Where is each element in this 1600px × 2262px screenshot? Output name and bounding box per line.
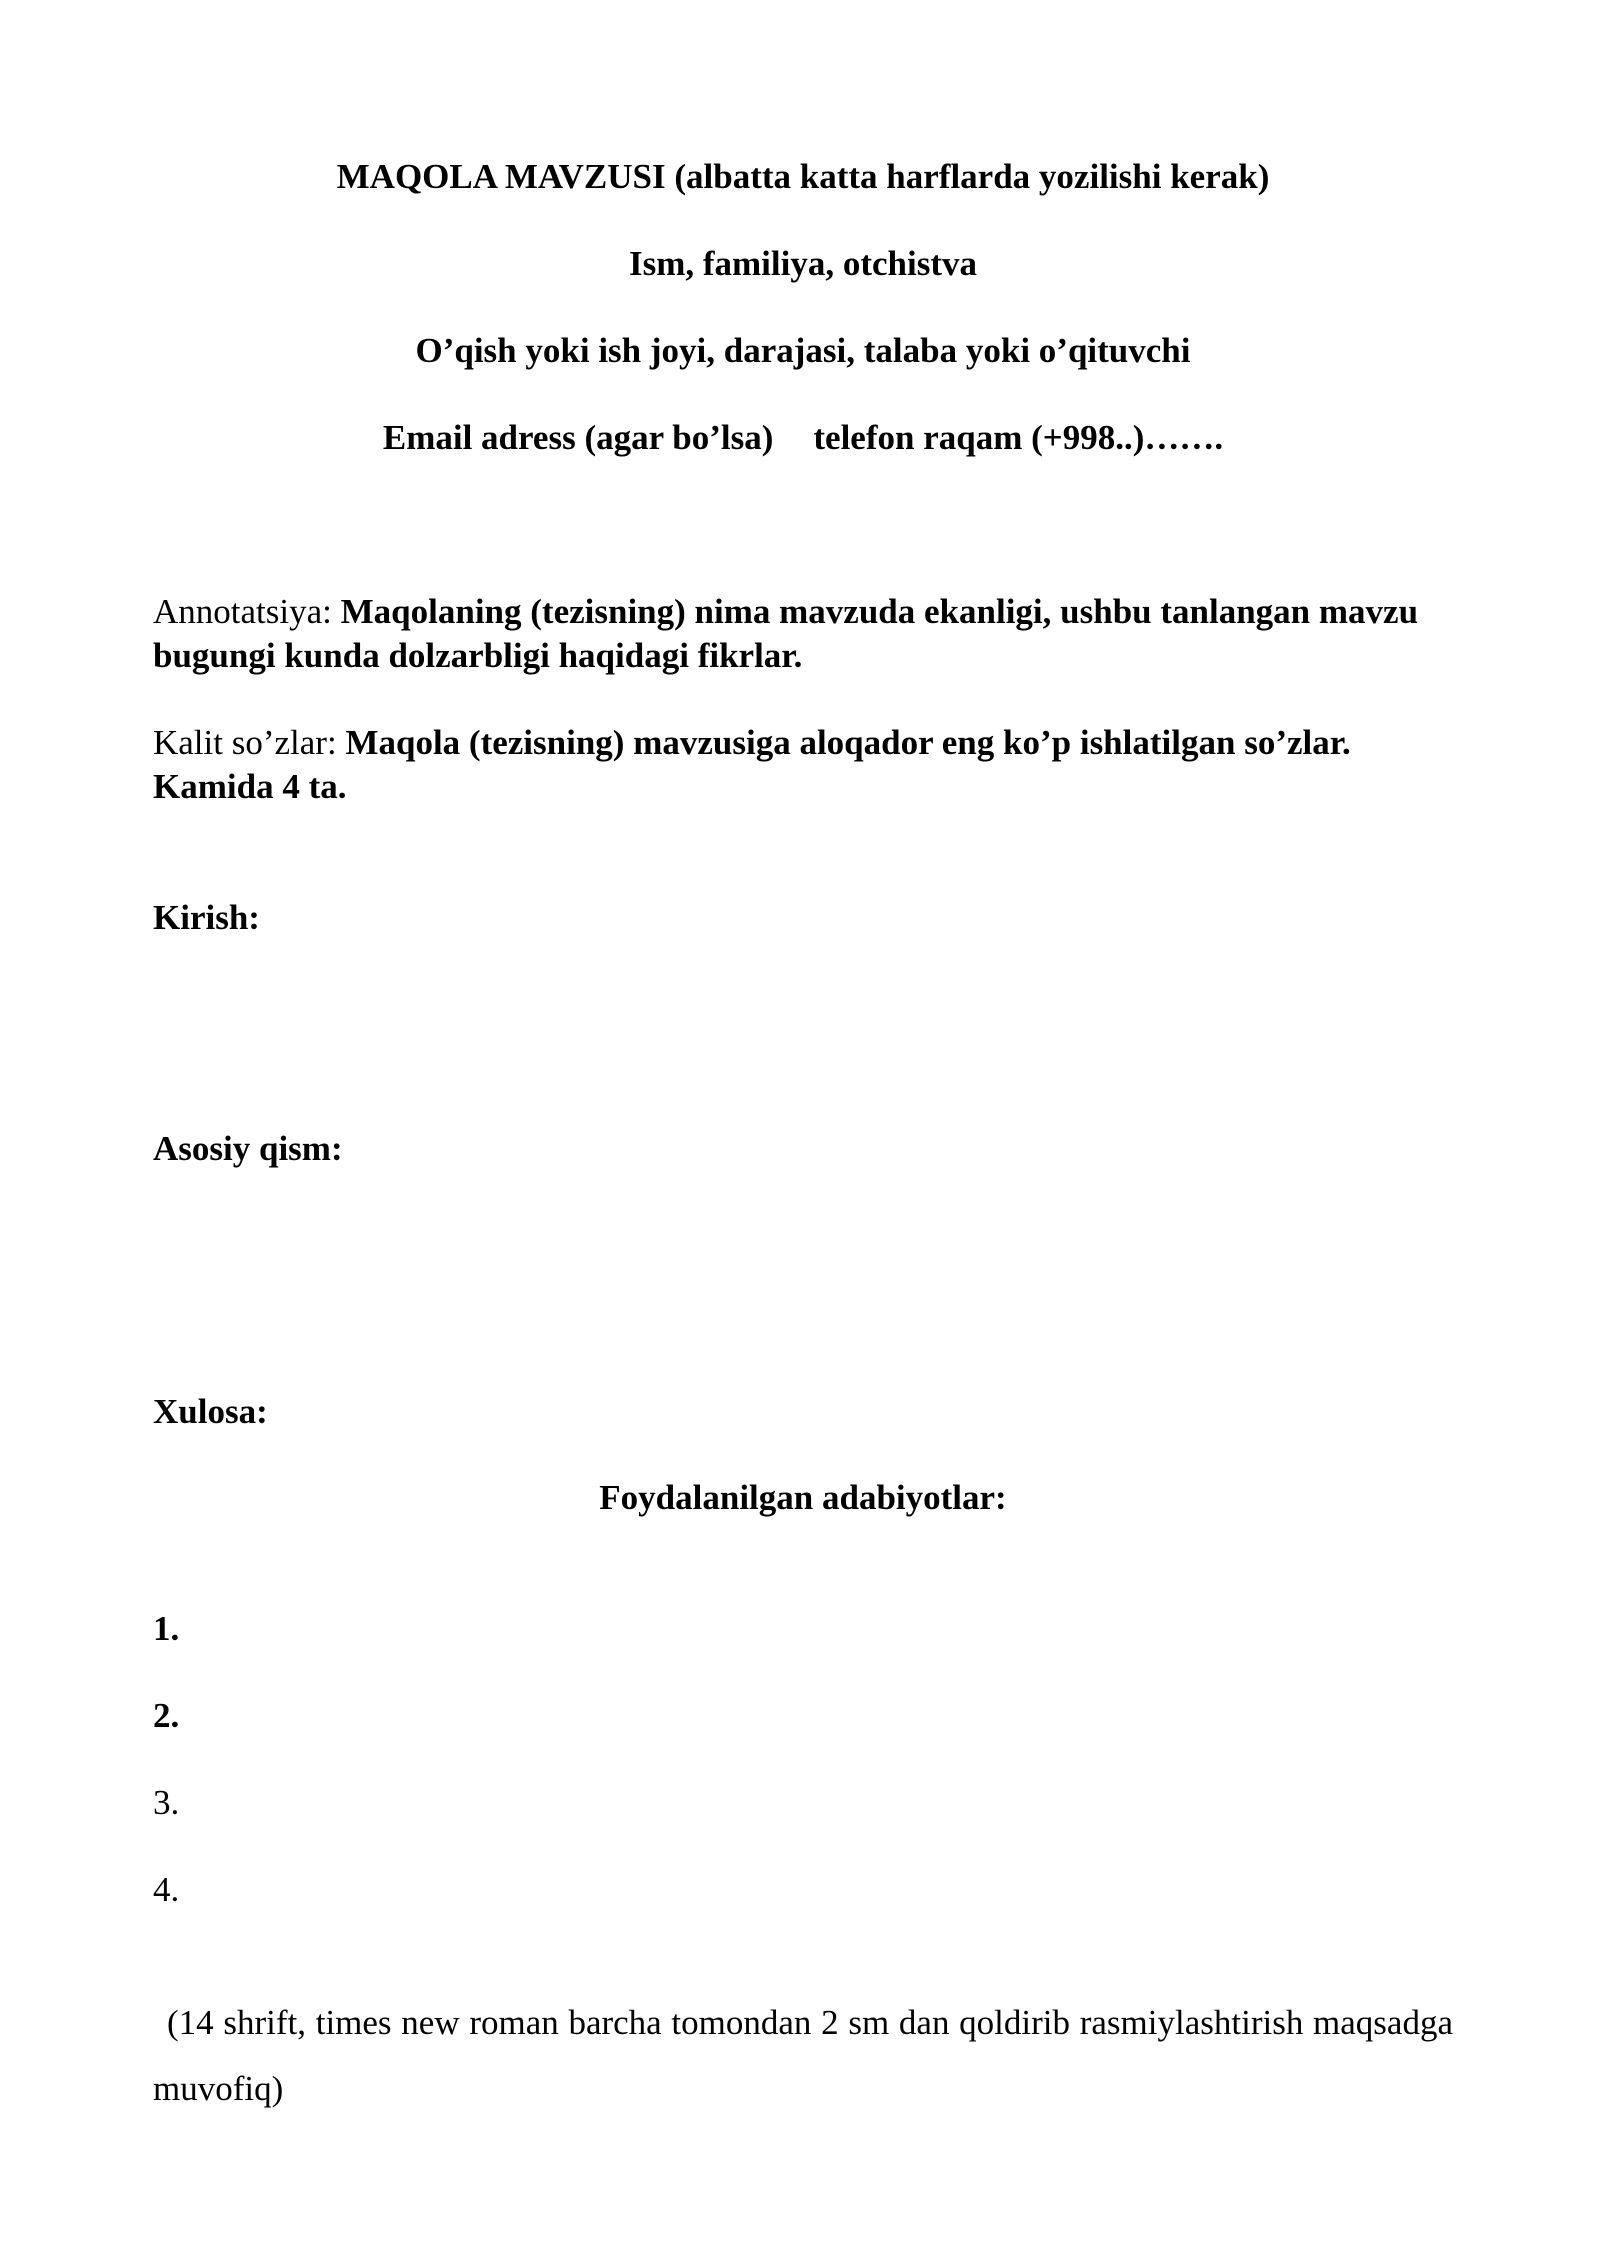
contact-line bbox=[153, 416, 1453, 460]
section-intro-heading: Kirish: bbox=[153, 898, 260, 937]
reference-item-1: 1. bbox=[153, 1609, 180, 1648]
reference-item-4: 4. bbox=[153, 1870, 180, 1909]
keywords-paragraph bbox=[153, 721, 1453, 809]
email-label: Email adress (agar bo’lsa) bbox=[382, 418, 774, 457]
keywords-text: Maqola (tezisning) mavzusiga aloqador eng ko’p ishlatilgan so’zlar. Kamida 4 ta. bbox=[153, 723, 1351, 806]
affiliation-line: O’qish yoki ish joyi, darajasi, talaba yoki o’qituvchi bbox=[415, 331, 1191, 370]
annotation-text: Maqolaning (tezisning) nima mavzuda ekanligi, ushbu tanlangan mavzu bugungi kunda dolzarbligi haqidagi fikrlar. bbox=[153, 592, 1419, 675]
references-heading: Foydalanilgan adabiyotlar: bbox=[599, 1478, 1007, 1517]
reference-item-2: 2. bbox=[153, 1696, 180, 1735]
reference-item-3: 3. bbox=[153, 1783, 180, 1822]
formatting-note: (14 shrift, times new roman barcha tomondan 2 sm dan qoldirib rasmiylashtirish maqsadga muvofiq) bbox=[153, 2003, 1453, 2108]
article-title: MAQOLA MAVZUSI (albatta katta harflarda yozilishi kerak) bbox=[336, 157, 1270, 196]
annotation-label: Annotatsiya: bbox=[153, 592, 332, 631]
section-conclusion-heading: Xulosa: bbox=[153, 1392, 268, 1431]
section-main-heading: Asosiy qism: bbox=[153, 1129, 343, 1168]
author-name-line: Ism, familiya, otchistva bbox=[628, 244, 978, 283]
annotation-paragraph bbox=[153, 590, 1453, 678]
phone-label: telefon raqam (+998..)……. bbox=[813, 418, 1224, 457]
keywords-label: Kalit so’zlar: bbox=[153, 723, 337, 762]
